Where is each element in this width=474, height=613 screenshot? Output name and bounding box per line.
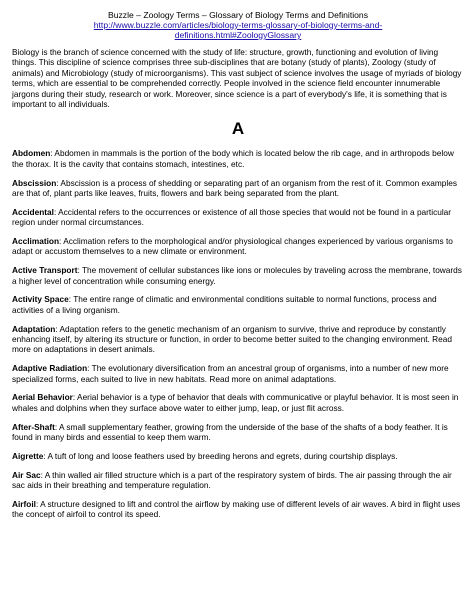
- term-separator: :: [56, 177, 61, 188]
- term-separator: :: [40, 469, 45, 480]
- term-separator: :: [50, 148, 55, 159]
- source-link-line-1[interactable]: http://www.buzzle.com/articles/biology-terms-glossary-of-biology-terms-and-: [93, 20, 383, 30]
- glossary-term: After-Shaft: [12, 421, 55, 432]
- glossary-definition: The movement of cellular substances like ions or molecules by traveling across the membrane, towards a higher level of concentration while consuming energy.: [12, 265, 462, 286]
- glossary-entry: [12, 499, 464, 520]
- glossary-term: Airfoil: [12, 498, 36, 509]
- term-separator: :: [54, 421, 60, 432]
- glossary-entry: [12, 148, 464, 169]
- glossary-definition: A structure designed to lift and control the airflow by making use of different levels of air waves. A bird in flight uses the concept of airfoil to control its speed.: [12, 498, 461, 520]
- glossary-definition: A tuft of long and loose feathers used by breeding herons and egrets, during courtship displays.: [47, 450, 398, 461]
- term-separator: :: [68, 294, 74, 305]
- term-separator: :: [77, 265, 82, 276]
- glossary-term: Air Sac: [12, 469, 41, 480]
- glossary-entry: [12, 207, 464, 228]
- glossary-entry: [12, 236, 464, 257]
- source-link-line-2[interactable]: definitions.html#ZoologyGlossary: [174, 30, 302, 40]
- glossary-definition: Acclimation refers to the morphological and/or physiological changes experienced by various organisms to adapt or accustom themselves to a new climate or environment.: [12, 236, 453, 257]
- glossary-term: Activity Space: [12, 294, 69, 305]
- glossary-entry: [12, 422, 464, 443]
- glossary-term: Active Transport: [12, 265, 78, 276]
- intro-paragraph: Biology is the branch of science concerned with the study of life: structure, growth, functioning and evolution of living things. This discipline of science comprises three sub-disciplines that are botany (study of plants), Zoology (study of animals) and Microbiology (study of microorganisms). This vast subject of science involves the usage of myriads of biology terms, which are essential to be comprehended correctly. People involved in the science field encounter innumerable jargons during their study, research or work. Moreover, since science is a part of everybody's life, it is something that is important to all individuals.: [12, 47, 462, 110]
- glossary-entry: [12, 470, 464, 491]
- section-letter-heading: A: [231, 119, 245, 139]
- glossary-definition: The entire range of climatic and environmental conditions suitable to normal functions, process and activities of a living organism.: [12, 294, 437, 315]
- term-separator: :: [59, 236, 64, 247]
- glossary-term: Acclimation: [12, 236, 60, 247]
- glossary-definition: Abscission is a process of shedding or separating part of an organism from the rest of it. Common examples are that of, plant parts like leaves, fruits, flowers and bark being separated from the plant.: [12, 177, 458, 199]
- glossary-entry: [12, 265, 464, 286]
- document-header: [12, 10, 464, 40]
- term-separator: :: [87, 363, 92, 374]
- glossary-entry: [12, 363, 464, 384]
- glossary-term: Adaptation: [12, 323, 56, 334]
- glossary-term: Abdomen: [12, 148, 51, 159]
- document-title: Buzzle – Zoology Terms – Glossary of Biology Terms and Definitions: [108, 10, 368, 20]
- term-separator: :: [53, 206, 59, 217]
- glossary-entry: [12, 178, 464, 199]
- glossary-term: Aigrette: [12, 450, 44, 461]
- term-separator: :: [43, 450, 48, 461]
- glossary-definition: A thin walled air filled structure which is a part of the respiratory system of birds. The air passing through the air sac aids in their breathing and temperature regulation.: [12, 469, 452, 491]
- term-separator: :: [55, 323, 60, 334]
- term-separator: :: [72, 392, 78, 403]
- document-page: [12, 10, 464, 528]
- glossary-term: Abscission: [12, 177, 57, 188]
- glossary-definition: Aerial behavior is a type of behavior that deals with communicative or playful behavior. It is most seen in whales and dolphins when they surface above water to either jump, leap, or just flit across.: [12, 392, 459, 413]
- glossary-entry: [12, 451, 464, 461]
- glossary-entry: [12, 324, 464, 355]
- glossary-definition: Abdomen in mammals is the portion of the body which is located below the rib cage, and in arthropods below the thorax. It is the cavity that contains stomach, intestines, etc.: [12, 148, 454, 169]
- glossary-term: Aerial Behavior: [12, 392, 73, 403]
- glossary-definition: A small supplementary feather, growing from the underside of the base of the shafts of a body feather. It is found in many birds and essential to keep them warm.: [12, 421, 448, 443]
- glossary-definition: Accidental refers to the occurrences or existence of all those species that would not be found in a particular region under normal circumstances.: [12, 206, 452, 228]
- glossary-term: Accidental: [12, 206, 54, 217]
- glossary-definition: The evolutionary diversification from an ancestral group of organisms, into a number of new more specialized forms, each suited to live in new habitats. Read more on animal adaptations.: [12, 363, 449, 384]
- glossary-definition: Adaptation refers to the genetic mechanism of an organism to survive, thrive and reproduce by constantly enhancing itself, by altering its structure or function, in order to become better suited to the changing environment. Read more on adaptations in desert animals.: [12, 323, 452, 355]
- glossary-term: Adaptive Radiation: [12, 363, 88, 374]
- glossary-entry: [12, 294, 464, 315]
- glossary-entries: [12, 148, 464, 519]
- glossary-entry: [12, 392, 464, 413]
- term-separator: :: [35, 498, 41, 509]
